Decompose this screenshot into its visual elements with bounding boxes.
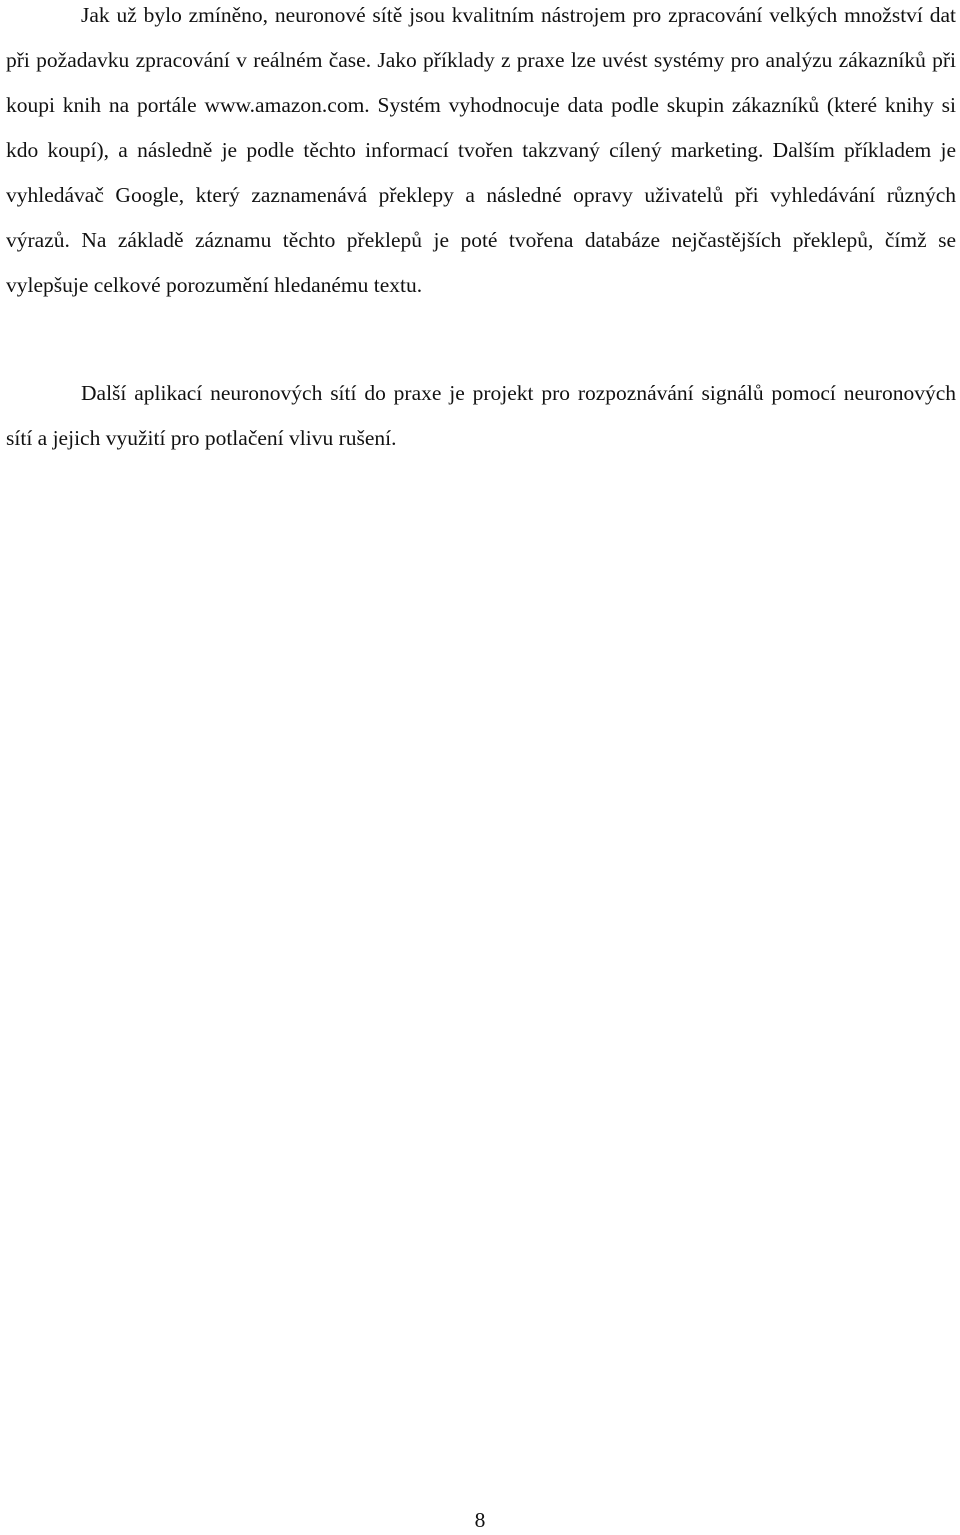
- paragraph-signal-recognition: Další aplikací neuronových sítí do praxe je projekt pro rozpoznávání signálů pomocí neuronových sítí a jejich využití pro potlačení vlivu rušení.: [6, 381, 956, 450]
- paragraph-neural-network-applications: Jak už bylo zmíněno, neuronové sítě jsou kvalitním nástrojem pro zpracování velkých množství dat při požadavku zpracování v reálném čase. Jako příklady z praxe lze uvést systémy pro analýzu zákazníků při koupi knih na portále www.amazon.com. Systém vyhodnocuje data podle skupin zákazníků (které knihy si kdo koupí), a následně je podle těchto informací tvořen takzvaný cílený marketing. Dalším příkladem je vyhledávač Google, který zaznamenává překlepy a následné opravy uživatelů při vyhledávání různých výrazů. Na základě záznamu těchto překlepů je poté tvořena databáze nejčastějších překlepů, čímž se vylepšuje celkové porozumění hledanému textu.: [6, 3, 956, 297]
- page-number: 8: [474, 1508, 486, 1532]
